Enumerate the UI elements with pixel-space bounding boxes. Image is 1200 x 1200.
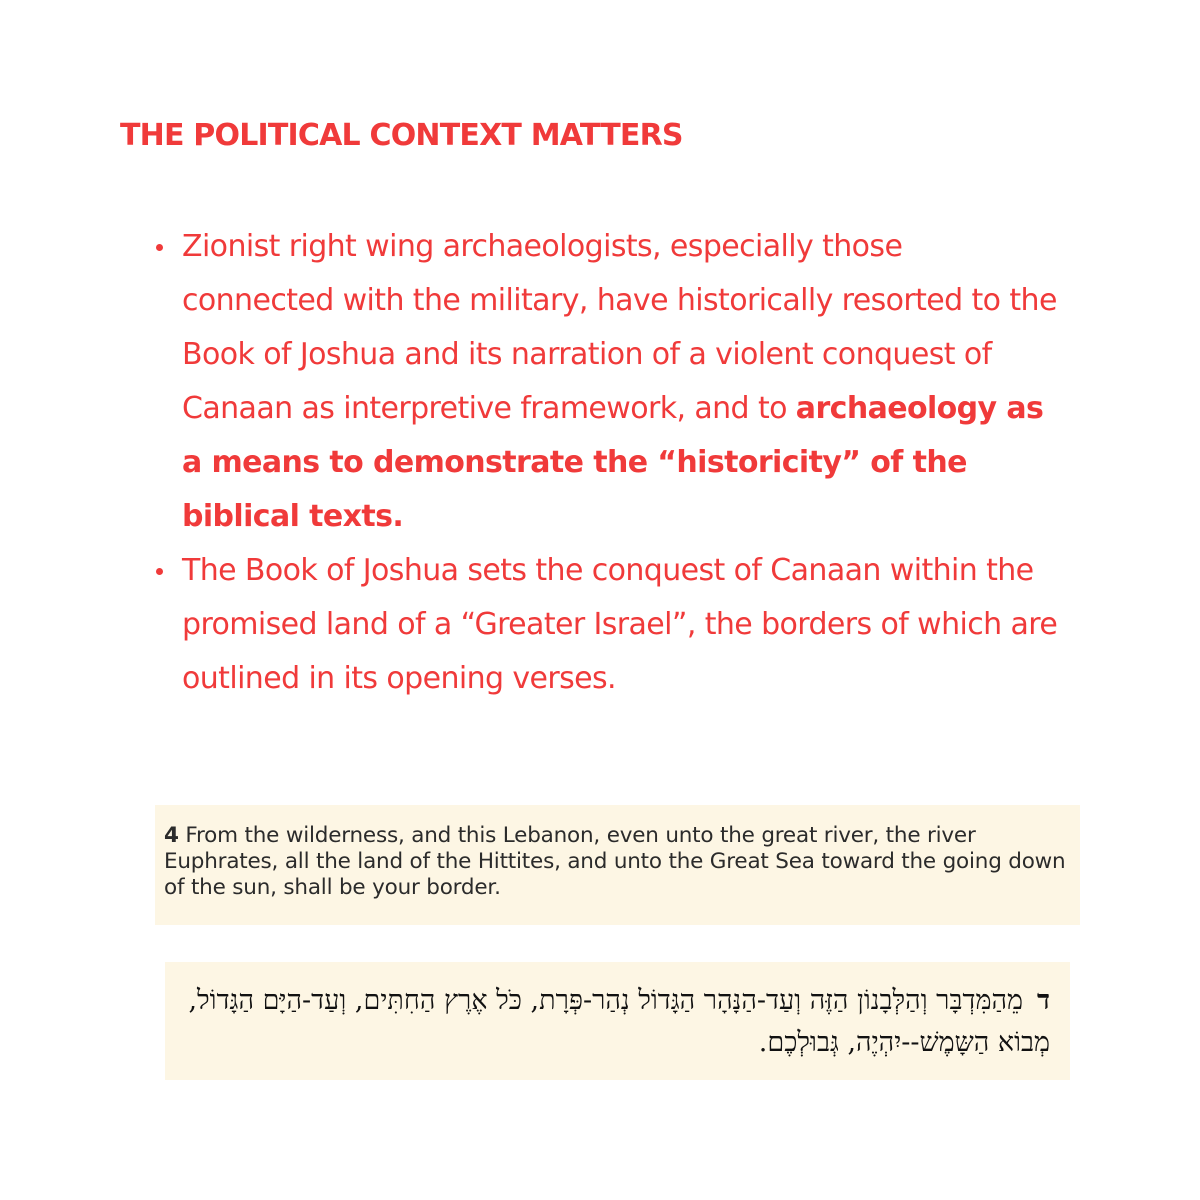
bullet-text: Zionist right wing archaeologists, especially those connected with the military, have historically resorted to the Book of Joshua and its narration of a violent conquest of Canaan as interpretive framework, and to	[182, 229, 1057, 426]
verse-hebrew-letter: ד	[1037, 985, 1050, 1016]
verse-hebrew-box	[165, 962, 1070, 1080]
bullet-dot-icon	[156, 244, 163, 251]
bullet-text: The Book of Joshua sets the conquest of Canaan within the promised land of a “Greater Israel”, the borders of which are outlined in its opening verses.	[182, 553, 1058, 696]
page-title: THE POLITICAL CONTEXT MATTERS	[120, 118, 683, 153]
verse-number: 4	[164, 823, 179, 848]
verse-english-box	[155, 805, 1080, 925]
bullet-list	[182, 220, 1062, 706]
bullet-dot-icon	[156, 568, 163, 575]
bullet-item	[182, 544, 1062, 706]
bullet-item	[182, 220, 1062, 544]
bullet-text-emphasis: archaeology as a means to demonstrate the “historicity” of the biblical texts.	[182, 391, 1044, 534]
verse-english-text: From the wilderness, and this Lebanon, even unto the great river, the river Euphrates, all the land of the Hittites, and unto the Great Sea toward the going down of the sun, shall be your border.	[164, 823, 1066, 900]
verse-hebrew-text: מֵהַמִּדְבָּר וְהַלְּבָנוֹן הַזֶּה וְעַד-הַנָּהָר הַגָּדוֹל נְהַר-פְּרָת, כֹּל אֶרֶץ הַחִתִּים, וְעַד-הַיָּם הַגָּדוֹל, מְבוֹא הַשָּמֶשׁ--יִהְיֶה, גְּבוּלְכֶם.	[188, 985, 1050, 1058]
